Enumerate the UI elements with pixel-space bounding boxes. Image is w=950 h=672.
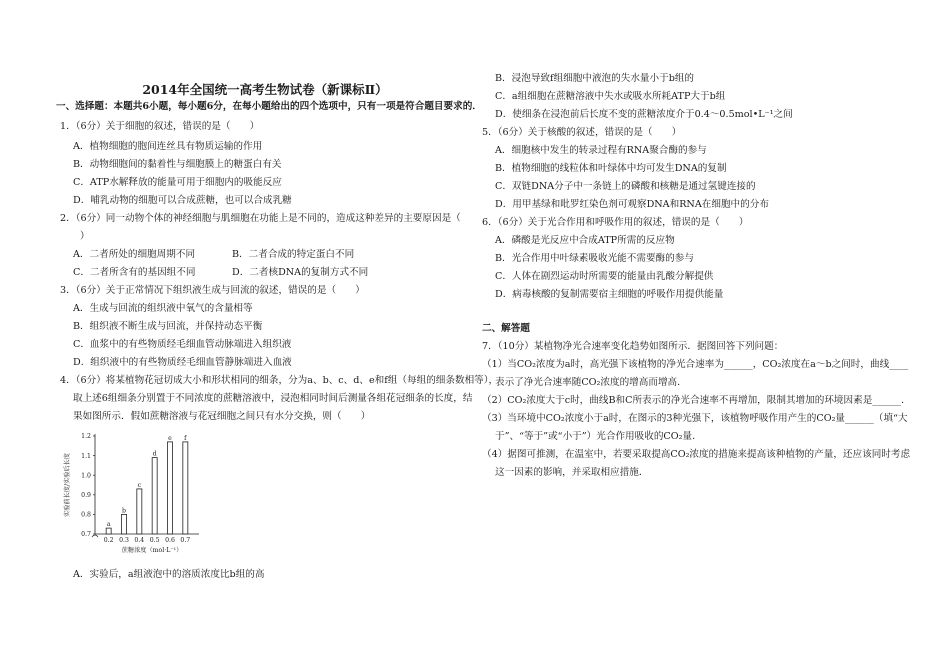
q6-option-d: D．病毒核酸的复制需要宿主细胞的呼吸作用提供能量	[495, 289, 724, 300]
q4-option-c: C．a组细胞在蔗糖溶液中失水或吸水所耗ATP大于b组	[495, 91, 726, 102]
y-tick-label: 0.7	[81, 531, 91, 539]
section-heading-choice: 一、选择题：本题共6小题，每小题6分，在每小题给出的四个选项中，只有一项是符合题目要求的．	[56, 101, 482, 112]
q7-part3-line1: （3）当环境中CO₂浓度小于a时，在图示的3种光强下，该植物呼吸作用产生的CO₂量______（填“大	[482, 413, 908, 424]
q5-option-d: D．用甲基绿和吡罗红染色剂可观察DNA和RNA在细胞中的分布	[495, 199, 769, 210]
q3-option-c: C．血浆中的有些物质经毛细血管动脉端进入组织液	[73, 339, 292, 350]
q5-option-a: A．细胞核中发生的转录过程有RNA聚合酶的参与	[495, 145, 707, 156]
y-tick-label: 1.2	[81, 433, 91, 441]
q1-option-c: C．ATP水解释放的能量可用于细胞内的吸能反应	[73, 177, 282, 188]
q2-option-a: A．二者所处的细胞周期不同	[73, 249, 196, 260]
q6-option-c: C．人体在剧烈运动时所需要的能量由乳酸分解提供	[495, 271, 714, 282]
q6-option-b: B．光合作用中叶绿素吸收光能不需要酶的参与	[495, 253, 694, 264]
q7-part1-line1: （1）当CO₂浓度为a时，高光强下该植物的净光合速率为______，CO₂浓度在a～b之间时，曲线____	[482, 359, 909, 370]
bar-label-c: c	[137, 481, 142, 489]
x-tick-label: 0.3	[119, 537, 129, 544]
bar-c	[137, 489, 142, 534]
y-axis-title: 实验前长度/实验后长度	[64, 453, 71, 517]
y-tick-label: 1.0	[81, 472, 91, 480]
q2-stem-cont: ）	[80, 231, 90, 242]
bar-label-b: b	[122, 507, 126, 515]
y-tick-label: 1.1	[81, 452, 91, 460]
q7-stem: 7．（10分）某植物净光合速率变化趋势如图所示．据图回答下列问题：	[482, 341, 784, 352]
bar-f	[183, 442, 188, 534]
q1-option-d: D．哺乳动物的细胞可以合成蔗糖，也可以合成乳糖	[73, 195, 292, 206]
q2-option-c: C．二者所含有的基因组不同	[73, 267, 196, 278]
x-tick-label: 0.4	[134, 537, 145, 544]
q4-stem-line1: 4．（6分）将某植物花冠切成大小和形状相同的细条，分为a、b、c、d、e和f组（每组的细条数相等），	[60, 375, 499, 386]
q6-stem: 6．（6分）关于光合作用和呼吸作用的叙述，错误的是（ ）	[482, 217, 749, 228]
x-tick-label: 0.2	[103, 537, 114, 544]
bar-b	[122, 514, 127, 534]
page-title: 2014年全国统一高考生物试卷（新课标Ⅱ）	[142, 82, 388, 97]
sucrose-bar-chart	[63, 428, 253, 560]
x-axis-title: 蔗糖浓度（mol·L⁻¹）	[121, 547, 183, 554]
bar-label-a: a	[106, 521, 111, 529]
bar-label-e: e	[168, 434, 172, 442]
x-tick-label: 0.5	[149, 537, 160, 544]
bar-e	[168, 442, 173, 534]
q4-option-a: A．实验后，a组液泡中的溶质浓度比b组的高	[73, 569, 265, 580]
q2-option-b: B．二者合成的特定蛋白不同	[232, 249, 355, 260]
q7-part4-line1: （4）据图可推测，在温室中，若要采取提高CO₂浓度的措施来提高该种植物的产量，还应该同时考虑	[482, 449, 911, 460]
q5-stem: 5．（6分）关于核酸的叙述，错误的是（ ）	[482, 127, 682, 138]
q3-stem: 3．（6分）关于正常情况下组织液生成与回流的叙述，错误的是（ ）	[60, 285, 365, 296]
section-heading-answer: 二、解答题	[482, 323, 530, 334]
q1-option-b: B．动物细胞间的黏着性与细胞膜上的糖蛋白有关	[73, 159, 282, 170]
q2-stem: 2．（6分）同一动物个体的神经细胞与肌细胞在功能上是不同的，造成这种差异的主要原因是（	[60, 213, 461, 224]
bar-d	[152, 458, 157, 534]
bar-label-d: d	[152, 450, 157, 458]
x-tick-label: 0.6	[165, 537, 175, 544]
q4-stem-line3: 果如图所示．假如蔗糖溶液与花冠细胞之间只有水分交换，则（ ）	[73, 411, 371, 422]
x-tick-label: 0.7	[180, 537, 191, 544]
q1-stem: 1．（6分）关于细胞的叙述，错误的是（ ）	[60, 121, 260, 132]
q7-part1-line2: 表示了净光合速率随CO₂浓度的增高而增高．	[495, 377, 687, 388]
q5-option-b: B．植物细胞的线粒体和叶绿体中均可发生DNA的复制	[495, 163, 727, 174]
q7-part4-line2: 这一因素的影响，并采取相应措施．	[495, 467, 649, 478]
q7-part3-line2: 于”、“等于”或“小于”）光合作用吸收的CO₂量．	[495, 431, 702, 442]
axis-break-mark	[92, 535, 98, 537]
q7-part2: （2）CO₂浓度大于c时，曲线B和C所表示的净光合速率不再增加，限制其增加的环境因素是______．	[482, 395, 911, 406]
y-tick-label: 0.8	[81, 511, 91, 519]
q5-option-c: C．双链DNA分子中一条链上的磷酸和核糖是通过氢键连接的	[495, 181, 756, 192]
q2-option-d: D．二者核DNA的复制方式不同	[232, 267, 369, 278]
q3-option-b: B．组织液不断生成与回流，并保持动态平衡	[73, 321, 263, 332]
q3-option-d: D．组织液中的有些物质经毛细血管静脉端进入血液	[73, 357, 292, 368]
q3-option-a: A．生成与回流的组织液中氧气的含量相等	[73, 303, 253, 314]
q4-option-b: B．浸泡导致f组细胞中液泡的失水量小于b组的	[495, 73, 695, 84]
bar-a	[106, 528, 111, 534]
q6-option-a: A．磷酸是光反应中合成ATP所需的反应物	[495, 235, 675, 246]
q4-stem-line2: 取上述6组细条分别置于不同浓度的蔗糖溶液中，浸泡相同时间后测量各组花冠细条的长度，结	[73, 393, 473, 404]
q1-option-a: A．植物细胞的胞间连丝具有物质运输的作用	[73, 141, 263, 152]
q4-option-d: D．使细条在浸泡前后长度不变的蔗糖浓度介于0.4～0.5mol•L⁻¹之间	[495, 109, 793, 120]
y-tick-label: 0.9	[81, 492, 91, 499]
bar-label-f: f	[184, 434, 187, 442]
